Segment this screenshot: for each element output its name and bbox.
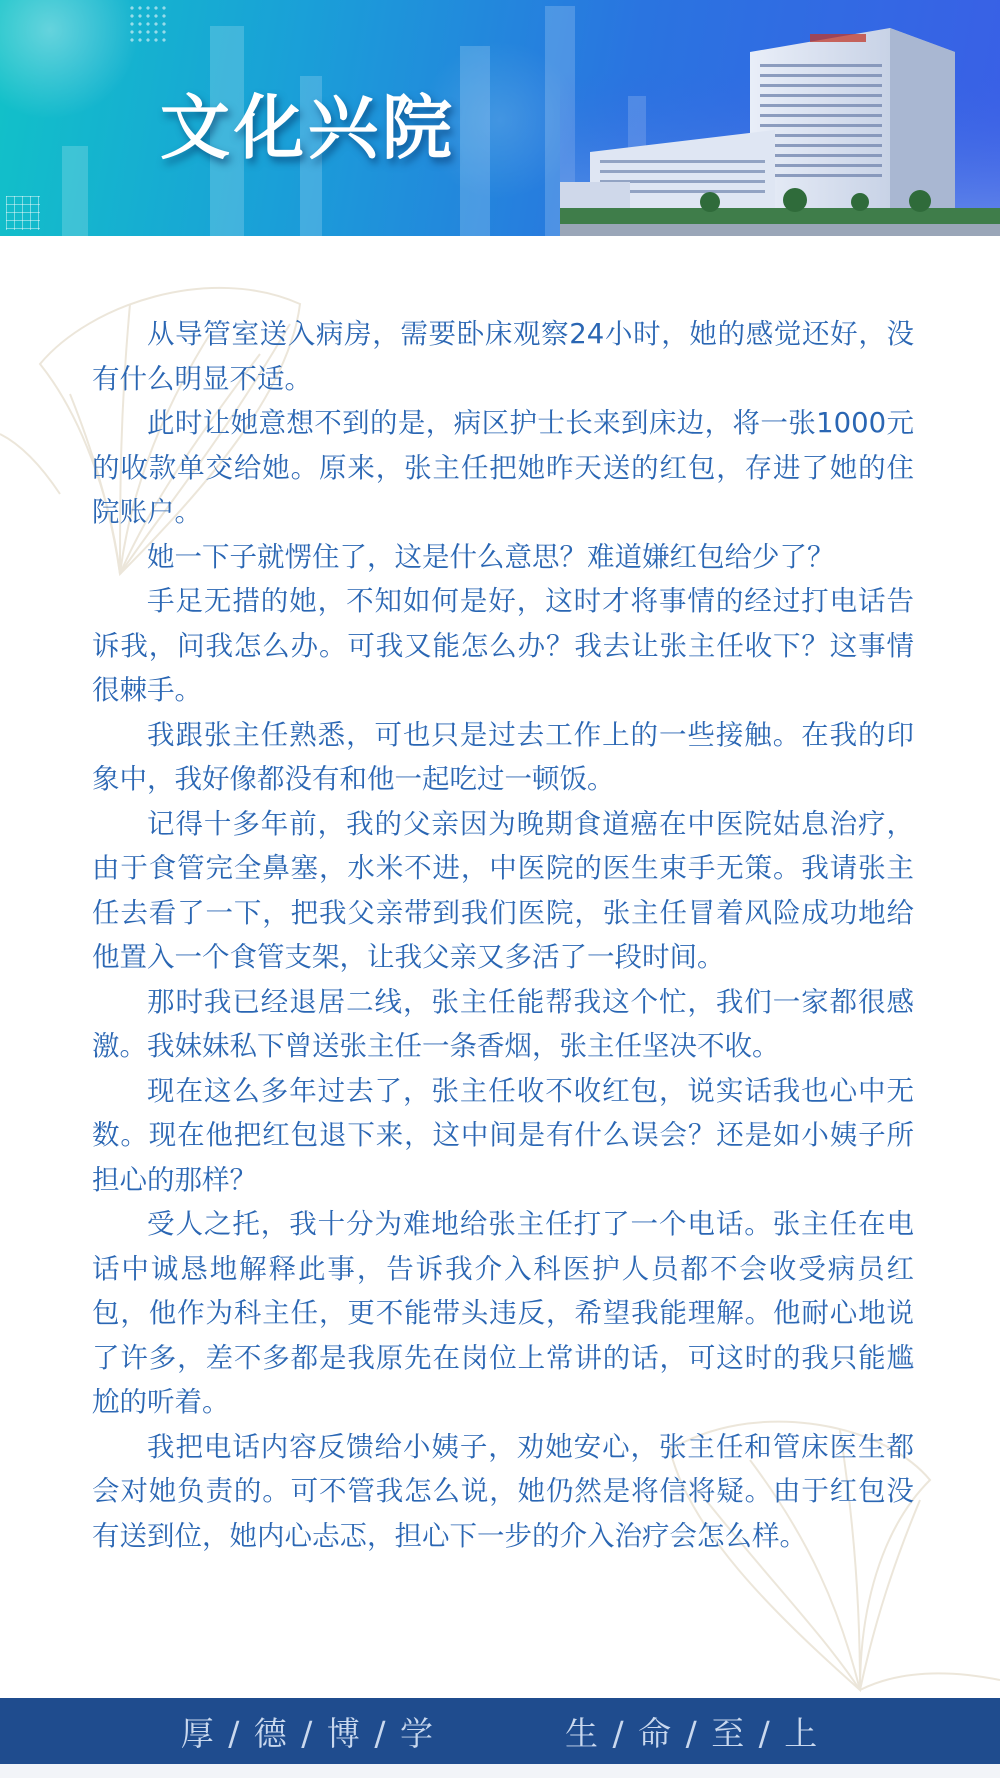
- header-dot-pattern: [128, 4, 168, 44]
- article-paragraph: 现在这么多年过去了，张主任收不收红包，说实话我也心中无数。现在他把红包退下来，这中间是有什么误会？还是如小姨子所担心的那样？: [92, 1074, 914, 1196]
- footer-banner: [0, 1698, 1000, 1764]
- page-title: 文化兴院: [160, 86, 456, 169]
- bottom-strip: [0, 1764, 1000, 1778]
- header-grid-pattern: [6, 196, 40, 230]
- header-deco-bar: [62, 146, 88, 236]
- article-paragraph: 受人之托，我十分为难地给张主任打了一个电话。张主任在电话中诚恳地解释此事，告诉我介入科医护人员都不会收受病员红包，他作为科主任，更不能带头违反，希望我能理解。他耐心地说了许多，差不多都是我原先在岗位上常讲的话，可这时的我只能尴尬的听着。: [92, 1208, 914, 1418]
- article-paragraph: 从导管室送入病房，需要卧床观察24小时，她的感觉还好，没有什么明显不适。: [92, 318, 914, 395]
- article-paragraph: 我跟张主任熟悉，可也只是过去工作上的一些接触。在我的印象中，我好像都没有和他一起吃过一顿饭。: [92, 718, 914, 795]
- article-body: [92, 312, 914, 1558]
- article-paragraph: 她一下子就愣住了，这是什么意思？难道嫌红包给少了？: [147, 540, 835, 573]
- hospital-building-icon: [560, 12, 1000, 236]
- header-deco-bar: [460, 46, 490, 236]
- article-paragraph: 我把电话内容反馈给小姨子，劝她安心，张主任和管床医生都会对她负责的。可不管我怎么说，她仍然是将信将疑。由于红包没有送到位，她内心忐忑，担心下一步的介入治疗会怎么样。: [92, 1430, 914, 1552]
- article-paragraph: 记得十多年前，我的父亲因为晚期食道癌在中医院姑息治疗，由于食管完全鼻塞，水米不进，中医院的医生束手无策。我请张主任去看了一下，把我父亲带到我们医院，张主任冒着风险成功地给他置入一个食管支架，让我父亲又多活了一段时间。: [92, 807, 914, 973]
- article-paragraph: 那时我已经退居二线，张主任能帮我这个忙，我们一家都很感激。我妹妹私下曾送张主任一条香烟，张主任坚决不收。: [92, 985, 914, 1062]
- footer-slogan-right: 生 / 命 / 至 / 上: [565, 1713, 820, 1753]
- article-paragraph: 手足无措的她，不知如何是好，这时才将事情的经过打电话告诉我，问我怎么办。可我又能怎么办？我去让张主任收下？这事情很棘手。: [92, 585, 914, 706]
- article-paragraph: 此时让她意想不到的是，病区护士长来到床边，将一张1000元的收款单交给她。原来，张主任把她昨天送的红包，存进了她的住院账户。: [92, 407, 914, 528]
- header-light-glow: [0, 0, 140, 120]
- footer-slogan-left: 厚 / 德 / 博 / 学: [180, 1713, 435, 1753]
- header-banner: [0, 0, 1000, 236]
